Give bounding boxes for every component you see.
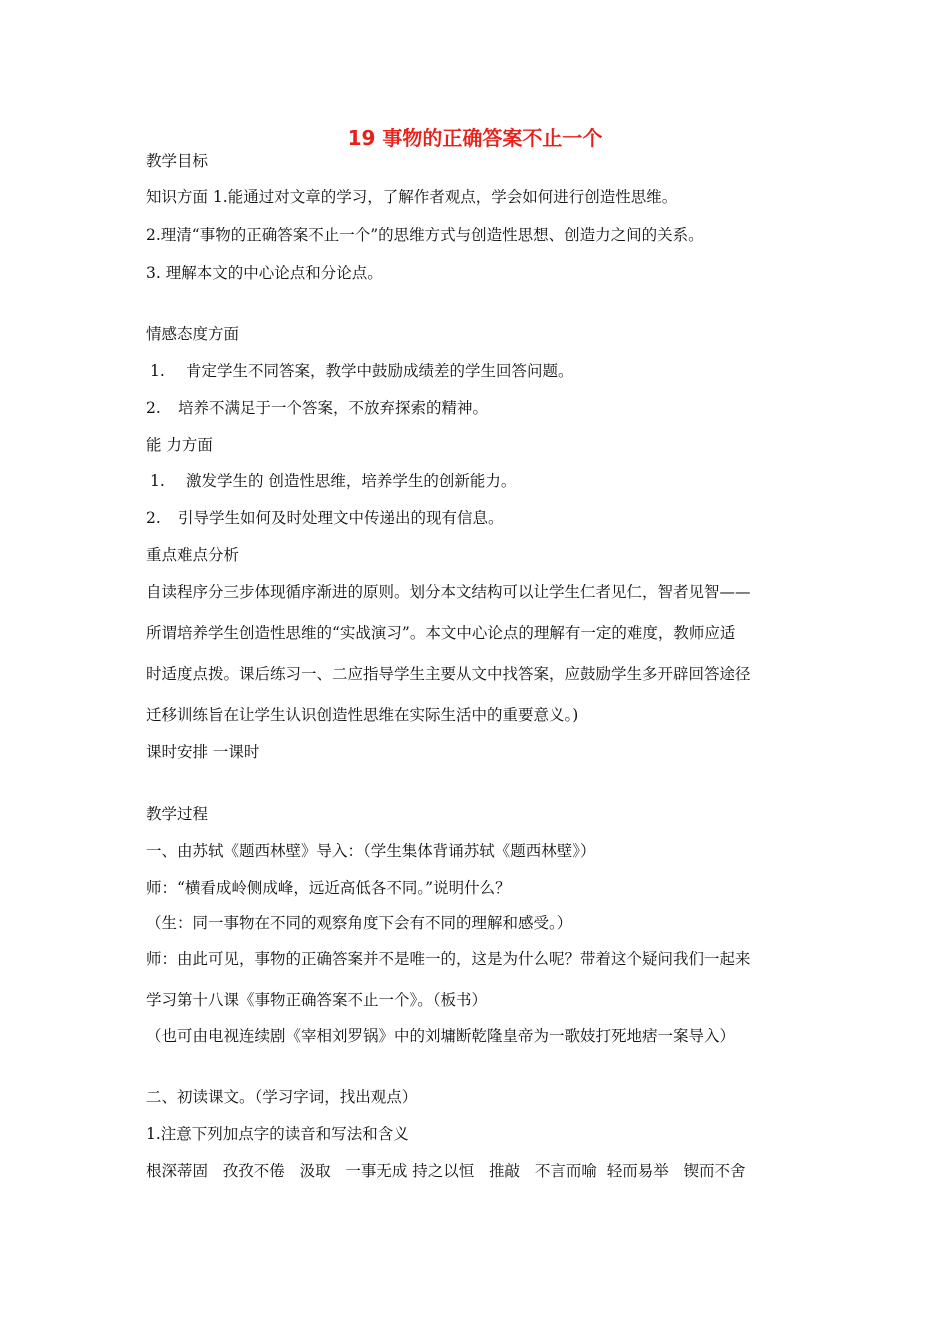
ability-heading: 能 力方面 (146, 436, 213, 454)
key-paragraph-line-2: 所谓培养学生创造性思维的“实战演习”。本文中心论点的理解有一定的难度，教师应适 (146, 624, 736, 642)
process-line-4: 师：由此可见，事物的正确答案并不是唯一的，这是为什么呢？带着这个疑问我们一起来 (146, 950, 751, 968)
knowledge-line-1: 知识方面 1.能通过对文章的学习，了解作者观点，学会如何进行创造性思维。 (146, 188, 678, 206)
knowledge-line-2: 2.理清“事物的正确答案不止一个”的思维方式与创造性思想、创造力之间的关系。 (146, 226, 704, 244)
ability-item-1 (146, 470, 516, 492)
list-number: 1. (150, 472, 165, 490)
list-text: 引导学生如何及时处理文中传递出的现有信息。 (178, 509, 504, 527)
process-line-2: 师：“横看成岭侧成峰，远近高低各不同。”说明什么？ (146, 879, 511, 897)
key-paragraph-line-4: 迁移训练旨在让学生认识创造性思维在实际生活中的重要意义。) (146, 706, 579, 724)
process-line-6: （也可由电视连续剧《宰相刘罗锅》中的刘墉断乾隆皇帝为一歌妓打死地痞一案导入） (146, 1027, 736, 1045)
process-heading: 教学过程 (146, 805, 209, 823)
process-line-1: 一、由苏轼《题西林壁》导入：（学生集体背诵苏轼《题西林壁》） (146, 842, 596, 860)
process-line-3: （生：同一事物在不同的观察角度下会有不同的理解和感受。） (146, 914, 573, 932)
list-number: 2. (146, 399, 161, 417)
reading-heading: 二、初读课文。（学习字词，找出观点） (146, 1088, 418, 1106)
ability-item-2 (146, 507, 504, 529)
emotion-item-2 (146, 397, 488, 419)
list-number: 2. (146, 509, 161, 527)
document-title: 19 事物的正确答案不止一个 (347, 126, 603, 150)
emotion-item-1 (146, 360, 574, 382)
knowledge-line-3: 3. 理解本文的中心论点和分论点。 (146, 264, 383, 282)
list-number: 1. (150, 362, 165, 380)
emotion-heading: 情感态度方面 (146, 325, 240, 343)
key-paragraph-line-1: 自读程序分三步体现循序渐进的原则。划分本文结构可以让学生仁者见仁，智者见智—— (146, 583, 751, 601)
goals-heading: 教学目标 (146, 152, 209, 170)
reading-task: 1.注意下列加点字的读音和写法和含义 (146, 1125, 409, 1143)
process-line-5: 学习第十八课《事物正确答案不止一个》。（板书） (146, 991, 488, 1009)
key-heading: 重点难点分析 (146, 546, 240, 564)
word-list: 根深蒂固 孜孜不倦 汲取 一事无成 持之以恒 推敲 不言而喻 轻而易举 锲而不舍 (146, 1162, 746, 1180)
list-text: 培养不满足于一个答案，不放弃探索的精神。 (178, 399, 489, 417)
list-text: 肯定学生不同答案，教学中鼓励成绩差的学生回答问题。 (186, 362, 574, 380)
key-paragraph-line-3: 时适度点拨。课后练习一、二应指导学生主要从文中找答案，应鼓励学生多开辟回答途径 (146, 665, 751, 683)
list-text: 激发学生的 创造性思维，培养学生的创新能力。 (186, 472, 517, 490)
schedule-line: 课时安排 一课时 (146, 743, 260, 761)
